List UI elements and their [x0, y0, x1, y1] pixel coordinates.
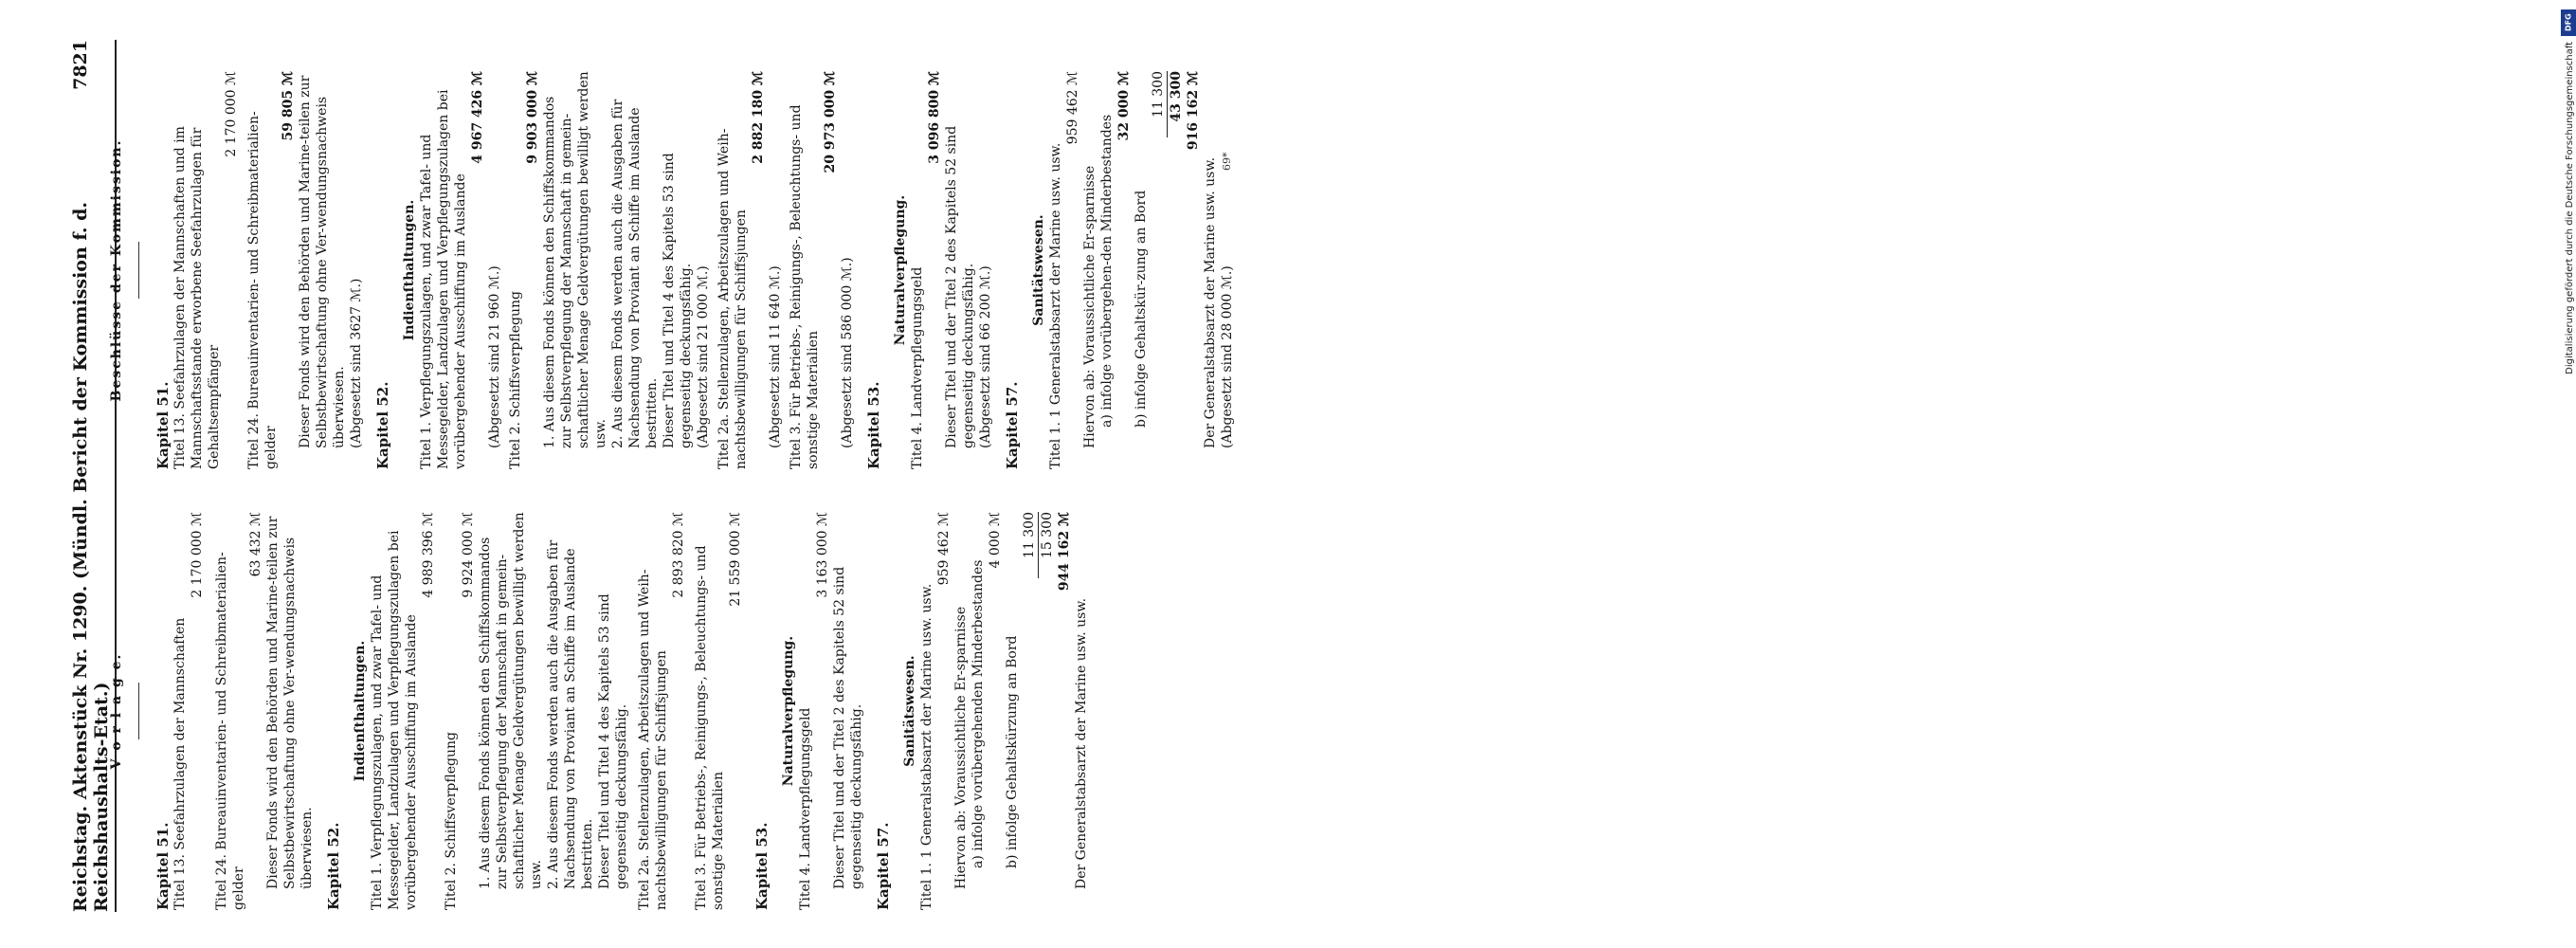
k52-titel-3-amount: 21 559 000 ℳ: [728, 512, 743, 607]
k52-titel-2-note-3: Dieser Titel und Titel 4 des Kapitels 53 sind gegenseitig deckungsfähig.: [662, 153, 694, 448]
k52-titel-3: Titel 3. Für Betriebs-, Reinigungs-, Beleuchtungs- und sonstige Materialien: [694, 545, 726, 910]
k52-titel-2-note-2: 2. Aus diesem Fonds werden auch die Ausgaben für Nachsendung von Proviant an Schiffe im Auslande bestritten.: [610, 99, 660, 448]
k57-subtotal: 43 300: [1167, 71, 1185, 137]
k53-titel-4: Titel 4. Landverpflegungsgeld: [910, 266, 925, 469]
k57-item-a: a) infolge vorübergehenden Minderbestandes: [971, 559, 986, 868]
kapitel-57-title: Kapitel 57.: [1004, 381, 1021, 469]
k53-section: Naturalverpflegung.: [781, 635, 796, 787]
kapitel-51-title: Kapitel 51.: [154, 381, 172, 469]
k51-titel-24-cut: (Abgesetzt sind 3627 ℳ.): [349, 278, 364, 448]
column-vorlage: [106, 512, 1090, 910]
k57-total: 944 162 ℳ: [1057, 512, 1072, 592]
k51-titel-13-amount: 2 170 000 ℳ: [224, 71, 239, 157]
k57-item-a-amount: 4 000 ℳ: [988, 512, 1003, 569]
k57-cut: (Abgesetzt sind 28 000 ℳ.): [1220, 265, 1235, 448]
k57-item-b-amount: 11 300: [1151, 71, 1166, 118]
k52-titel-3-amount: 20 973 000 ℳ: [823, 71, 838, 173]
page-mark: 69*: [1221, 152, 1233, 171]
k52-section: Indienſthaltungen.: [402, 199, 417, 341]
digitization-credit: Digitalisierung gefördert durch die Deutsche Forschungsgemeinschaft: [2565, 42, 2575, 374]
kapitel-53-title: Kapitel 53.: [753, 822, 771, 910]
kapitel-52-title: Kapitel 52.: [374, 381, 391, 469]
k57-titel-1: Titel 1. 1 Generalstabsarzt der Marine usw. usw.: [919, 583, 934, 910]
k52-titel-1-cut: (Abgesetzt sind 21 960 ℳ.): [487, 265, 502, 448]
k51-titel-13-amount: 2 170 000 ℳ: [190, 512, 205, 598]
k52-titel-2a: Titel 2a. Stellenzulagen, Arbeitszulagen und Weih-nachtsbewilligungen für Schiffsjungen: [717, 128, 749, 469]
k53-titel-4-amount: 3 096 800 ℳ: [927, 71, 942, 164]
header-title: Reichstag. Aktenstück Nr. 1290. (Mündl. Bericht der Kommission f. d. Reichshaushalts-Etat.): [70, 201, 112, 912]
k52-titel-2-note-3: Dieser Titel und Titel 4 des Kapitels 53 sind gegenseitig deckungsfähig.: [597, 593, 629, 889]
k51-titel-13: Titel 13. Seefahrzulagen der Mannschaften: [172, 617, 188, 910]
k52-titel-3-cut: (Abgesetzt sind 586 000 ℳ.): [840, 257, 855, 448]
k52-titel-2a: Titel 2a. Stellenzulagen, Arbeitszulagen und Weih-nachtsbewilligungen für Schiffsjungen: [637, 569, 669, 910]
k57-section: Sanitätswesen.: [902, 655, 917, 767]
kapitel-52-title: Kapitel 52.: [325, 822, 342, 910]
k53-titel-4: Titel 4. Landverpflegungsgeld: [798, 707, 813, 910]
k51-titel-13: Titel 13. Seefahrzulagen der Mannschaften und im Mannschaftsstande erworbene Seefahrzulagen für Gehaltsempfänger: [172, 126, 222, 469]
k52-titel-2-cut: (Abgesetzt sind 21 000 ℳ.): [696, 265, 711, 448]
k52-titel-1: Titel 1. Verpflegungszulagen, und zwar Tafel- und Messegelder, Landzulagen und Verpflegungszulagen bei vorübergehender Ausschiffung im Auslande: [419, 89, 468, 469]
k52-titel-2: Titel 2. Schiffsverpflegung: [444, 732, 459, 910]
kapitel-57-title: Kapitel 57.: [875, 822, 892, 910]
k52-titel-2-note-1: 1. Aus diesem Fonds können den Schiffskommandos zur Selbstverpflegung der Mannschaft in gemein-schaftlicher Menage Geldvergütungen bewilligt werden usw.: [478, 512, 544, 889]
k53-section: Naturalverpflegung.: [893, 194, 908, 346]
heading-rule: [138, 242, 139, 299]
k52-titel-2-amount: 9 924 000 ℳ: [461, 512, 476, 598]
k57-subtotal: 15 300: [1038, 512, 1056, 578]
k57-item-b: b) infolge Gehaltskürzung an Bord: [1005, 635, 1020, 868]
kapitel-53-title: Kapitel 53.: [865, 381, 882, 469]
k57-ersparnisse: Hiervon ab: Voraussichtliche Er-sparnisse: [1082, 165, 1098, 448]
k57-titel-1-amount: 959 462 ℳ: [936, 512, 952, 586]
k52-titel-2a-cut: (Abgesetzt sind 11 640 ℳ.): [768, 265, 783, 448]
k57-ersparnisse: Hiervon ab: Voraussichtliche Er-sparnisse: [953, 606, 969, 889]
k57-item-a: a) infolge vorübergehen-den Minderbestandes: [1099, 114, 1115, 428]
k51-titel-24: Titel 24. Bureauinventarien- und Schreibmaterialien-gelder: [214, 552, 246, 910]
k57-titel-1: Titel 1. 1 Generalstabsarzt der Marine usw. usw.: [1048, 142, 1063, 469]
k53-titel-4-note: Dieser Titel und der Titel 2 des Kapitels 52 sind gegenseitig deckungsfähig.: [944, 125, 976, 448]
k51-titel-24-note: Dieser Fonds wird den Behörden und Marine-teilen zur Selbstbewirtschaftung ohne Ver-wendungsnachweis überwiesen.: [265, 516, 315, 889]
column-beschluesse: [106, 71, 1236, 469]
k51-titel-24-amount: 59 805 ℳ: [281, 71, 296, 141]
k57-titel-1-amount: 959 462 ℳ: [1065, 71, 1080, 145]
k52-titel-2-note-1: 1. Aus diesem Fonds können den Schiffskommandos zur Selbstverpflegung der Mannschaft in gemein-schaftlicher Menage Geldvergütungen bewilligt werden usw.: [542, 71, 608, 448]
k57-closing: Der Generalstabsarzt der Marine usw. usw.: [1074, 597, 1089, 889]
k52-titel-1-amount: 4 967 426 ℳ: [470, 71, 485, 164]
k51-titel-24: Titel 24. Bureauinventarien- und Schreibmaterialien-gelder: [246, 111, 279, 469]
header-page-number: 7821: [70, 40, 91, 90]
k52-section: Indienſthaltungen.: [353, 640, 368, 782]
k57-item-a-amount: 32 000 ℳ: [1116, 71, 1132, 141]
k52-titel-2-amount: 9 903 000 ℳ: [525, 71, 540, 164]
k57-section: Sanitätswesen.: [1031, 214, 1046, 326]
k53-titel-4-cut: (Abgesetzt sind 66 200 ℳ.): [978, 265, 993, 448]
beschluesse-heading: Beschlüsse der Kommission.: [109, 138, 124, 402]
dfg-logo: DFG: [2561, 9, 2576, 36]
k57-item-b: b) infolge Gehaltskür-zung an Bord: [1134, 190, 1149, 428]
k53-titel-4-amount: 3 163 000 ℳ: [815, 512, 830, 598]
k52-titel-2a-amount: 2 882 180 ℳ: [751, 71, 766, 164]
k53-titel-4-note: Dieser Titel und der Titel 2 des Kapitels 52 sind gegenseitig deckungsfähig.: [832, 566, 864, 889]
k57-closing: Der Generalstabsarzt der Marine usw. usw.: [1203, 156, 1218, 448]
k52-titel-1: Titel 1. Verpflegungszulagen, und zwar Tafel- und Messegelder, Landzulagen und Verpflegungszulagen bei vorübergehender Ausschiffung im Auslande: [370, 530, 419, 910]
k52-titel-2-note-2: 2. Aus diesem Fonds werden auch die Ausgaben für Nachsendung von Proviant an Schiffe im Auslande bestritten.: [546, 539, 595, 889]
k52-titel-2: Titel 2. Schiffsverpflegung: [508, 291, 523, 469]
heading-rule: [138, 683, 139, 739]
vorlage-heading: V o r l a g e.: [109, 652, 124, 770]
digitization-sidebar: [1270, 0, 2575, 948]
k51-titel-24-note: Dieser Fonds wird den Behörden und Marine-teilen zur Selbstbewirtschaftung ohne Ver-wendungsnachweis überwiesen.: [298, 75, 347, 448]
k52-titel-1-amount: 4 989 396 ℳ: [421, 512, 436, 598]
k52-titel-2a-amount: 2 893 820 ℳ: [671, 512, 686, 598]
k57-total: 916 162 ℳ: [1186, 71, 1201, 151]
kapitel-51-title: Kapitel 51.: [154, 822, 172, 910]
k51-titel-24-amount: 63 432 ℳ: [248, 512, 263, 577]
k52-titel-3: Titel 3. Für Betriebs-, Reinigungs-, Beleuchtungs- und sonstige Materialien: [789, 104, 821, 469]
k57-item-b-amount: 11 300: [1022, 512, 1037, 558]
